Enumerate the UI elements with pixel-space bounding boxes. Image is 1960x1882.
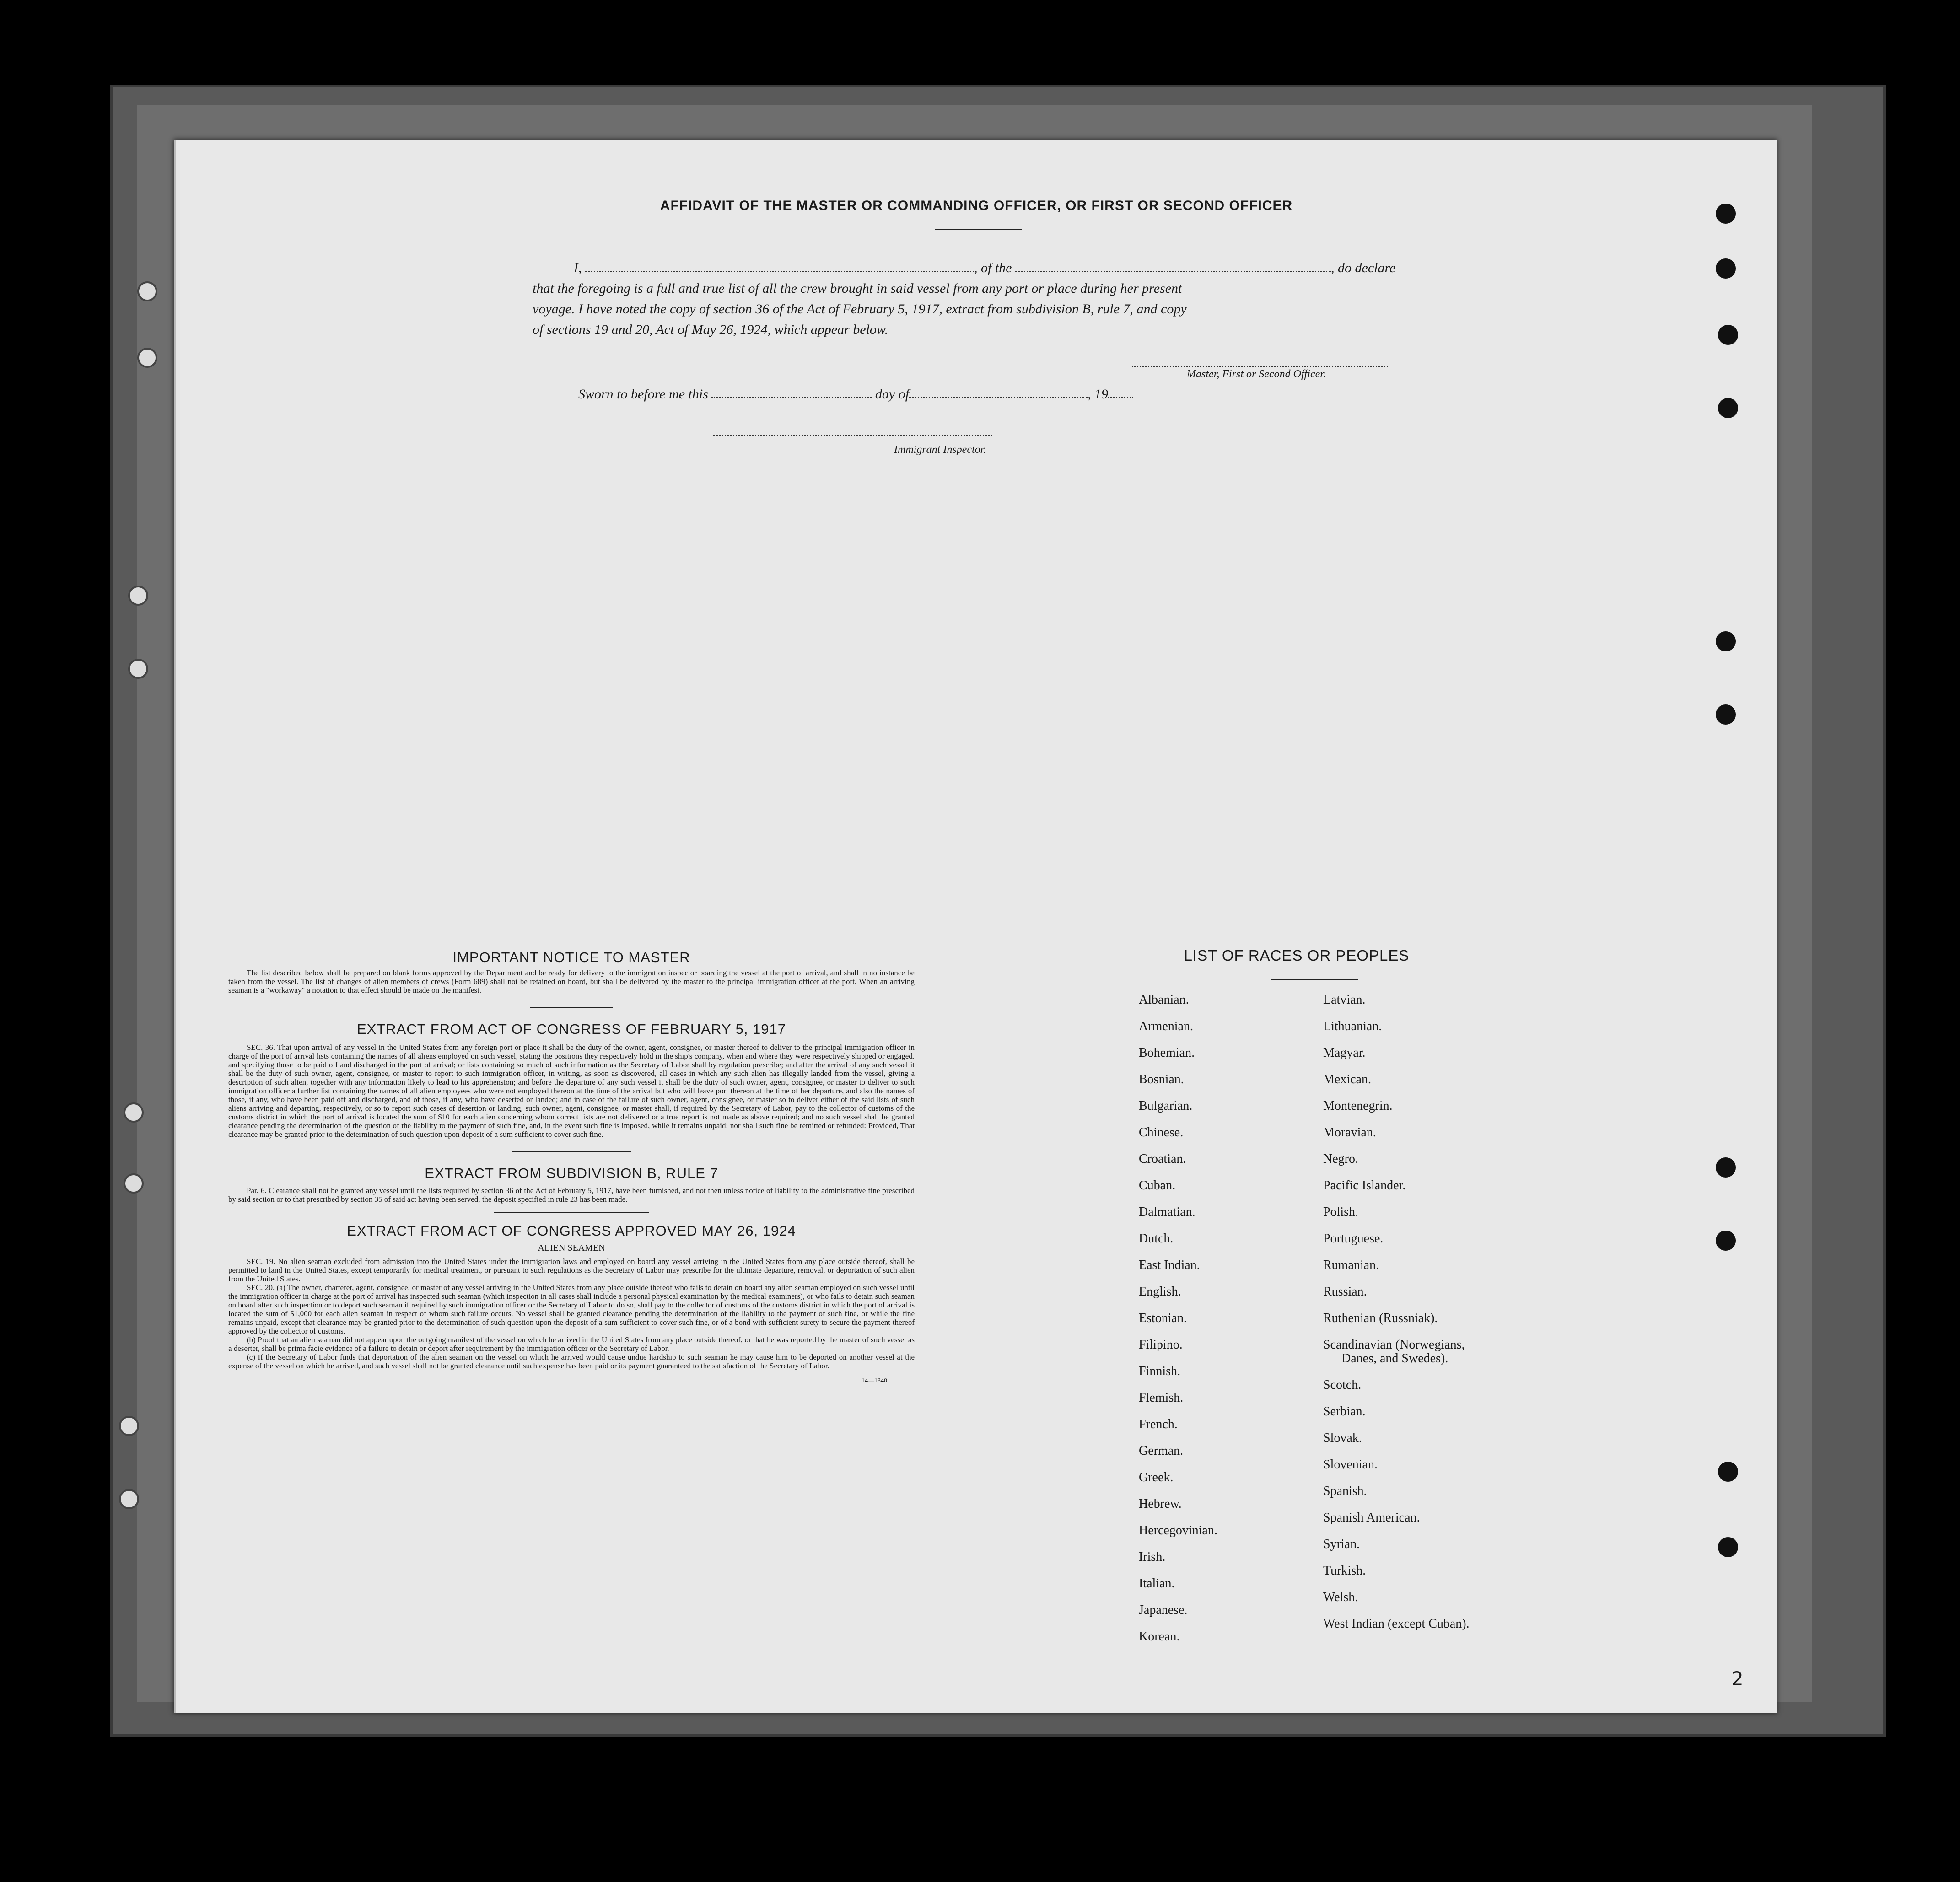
race-item: West Indian (except Cuban). (1323, 1617, 1470, 1631)
affidavit-title: AFFIDAVIT OF THE MASTER OR COMMANDING OFFICER, OR FIRST OR SECOND OFFICER (660, 198, 1293, 213)
race-item: Scotch. (1323, 1378, 1362, 1392)
binder-hole (1716, 704, 1736, 725)
extract1924-subtitle: ALIEN SEAMEN (538, 1243, 605, 1253)
notice-column (228, 949, 915, 1385)
binder-hole (137, 281, 157, 301)
race-item: Japanese. (1139, 1603, 1188, 1617)
race-item: Welsh. (1323, 1590, 1358, 1604)
vessel-blank[interactable] (1015, 271, 1331, 272)
notice-text: The list described below shall be prepared on blank forms approved by the Department and be ready for delivery to the immigration inspector boarding the vessel at the port of arrival, and shall in no instance be taken from the vessel. The list of changes of alien members of crews (Form 689) shall not be retained on board, but shall be delivered by the master to the principal immigration officer at the port. When an arriving seaman is a "workaway" a notation to that effect should be made on the manifest. (228, 968, 915, 995)
sworn-label: Sworn to before me this (578, 387, 708, 402)
race-item: Turkish. (1323, 1564, 1366, 1578)
race-item: Croatian. (1139, 1152, 1186, 1166)
month-blank[interactable] (909, 397, 1088, 398)
inspector-signature-line[interactable] (713, 435, 992, 436)
race-item: Bohemian. (1139, 1046, 1195, 1060)
binder-hole (1718, 1462, 1738, 1482)
of-the-label: , of the (974, 260, 1012, 275)
race-item: French. (1139, 1417, 1178, 1431)
rule7-text: Par. 6. Clearance shall not be granted any vessel until the lists required by section 36 of the Act of February 5, 1917, have been furnished, and not then unless notice of liability to the administrative fine prescribed by said section or to that prescribed by section 35 of said act having been served, the deposit specified in rule 23 has been made. (228, 1186, 915, 1204)
race-item: Albanian. (1139, 993, 1189, 1007)
race-item: Polish. (1323, 1205, 1359, 1219)
extract1917-text: SEC. 36. That upon arrival of any vessel in the United States from any foreign port or place it shall be the duty of the owner, agent, consignee, or master thereof to deliver to the principal immigration officer in charge of the port of arrival lists containing the names of all aliens employed on such vessel, stating the positions they respectively hold in the ship's company, when and where they were respectively shipped or engaged, and specifying those to be paid off and discharged in the port of arrival; or lists containing so much of such information as the Secretary of Labor shall by regulation prescribe; and after the arrival of any such vessel it shall be the duty of such owner, agent, consignee, or master to report to such immigration officer, in writing, as soon as discovered, all cases in which any such alien has illegally landed from the vessel, giving a description of such alien, together with any information likely to lead to his apprehension; and before the departure of any such vessel it shall be the duty of such owner, agent, consignee, or master to deliver to such immigration officer a further list containing the names of all alien employees who were not employed thereon at the time of the arrival but who will leave port thereon at the time of her departure, and also the names of those, if any, who have been paid off and discharged, and of those, if any, who have deserted or landed; and in case of the failure of such owner, agent, consignee, or master so to deliver either of the said lists of such aliens arriving and departing, respectively, or so to report such cases of desertion or landing, such owner, agent, consignee, or master shall, if required by the Secretary of Labor, pay to the collector of customs of the customs district in which the port of arrival is located the sum of $10 for each alien concerning whom correct lists are not delivered or a true report is not made as above required; and no such vessel shall be granted clearance pending the determination of the question of the liability to the payment of such fine, and, in the event such fine is imposed, while it remains unpaid; nor shall such fine be remitted or refunded: Provided, That clearance may be granted prior to the determination of such question upon deposit of a sum sufficient to cover such fine. (228, 1043, 915, 1139)
race-item: Estonian. (1139, 1311, 1187, 1325)
race-item: Hercegovinian. (1139, 1523, 1217, 1538)
race-item: Hebrew. (1139, 1497, 1182, 1511)
race-item: Lithuanian. (1323, 1019, 1382, 1033)
race-item: Portuguese. (1323, 1231, 1384, 1246)
race-item: Cuban. (1139, 1178, 1176, 1193)
inspector-label: Immigrant Inspector. (894, 444, 986, 456)
year-blank[interactable] (1108, 397, 1133, 398)
divider (530, 1007, 613, 1008)
affidavit-line1 (533, 258, 1599, 278)
binder-hole (1716, 258, 1736, 279)
race-item: Chinese. (1139, 1125, 1184, 1140)
binder-hole (128, 659, 148, 679)
affidavit-line3: voyage. I have noted the copy of section 36 of the Act of February 5, 1917, extract from subdivision B, rule 7, and copy (533, 301, 1187, 317)
master-signature-line[interactable] (1132, 366, 1388, 367)
master-label: Master, First or Second Officer. (1187, 368, 1326, 380)
sworn-line (578, 387, 1133, 402)
race-item: Spanish American. (1323, 1511, 1420, 1525)
race-item: Slovenian. (1323, 1457, 1378, 1472)
race-item: Dalmatian. (1139, 1205, 1195, 1219)
race-item: German. (1139, 1444, 1184, 1458)
sec20b-text: (b) Proof that an alien seaman did not appear upon the outgoing manifest of the vessel on which he arrived in the United States from any place outside thereof, or that he was reported by the master of such vessel as a deserter, shall be prima facie evidence of a failure to detain or deport after requirement by the immigration officer or the Secretary of Labor. (228, 1335, 915, 1353)
form-number: 14—1340 (862, 1377, 887, 1384)
race-item: Bosnian. (1139, 1072, 1184, 1086)
race-item: Russian. (1323, 1285, 1367, 1299)
binder-hole (119, 1416, 139, 1436)
sec20a-text: SEC. 20. (a) The owner, charterer, agent, consignee, or master of any vessel arriving in the United States from any place outside thereof who fails to detain on board any alien seaman employed on such vessel until the immigration officer in charge at the port of arrival has inspected such seaman (which inspection in all cases shall include a personal physical examination by the medical examiners), or who fails to detain such seaman on board after such inspection or to deport such seaman if required by such immigration officer or the Secretary of Labor to do so, shall pay to the collector of customs of the customs district in which the port of arrival is located the sum of $1,000 for each alien seaman in respect of whom such failure occurs. No vessel shall be granted clearance pending the determination of the liability to the payment of such fine, or while the fine remains unpaid, except that clearance may be granted prior to the determination of such question upon the deposit of a sum sufficient to cover such fine, or of a bond with sufficient surety to secure the payment thereof approved by the collector of customs. (228, 1283, 915, 1335)
race-item: Pacific Islander. (1323, 1178, 1406, 1193)
page-mark: 2 (1731, 1667, 1744, 1690)
divider (494, 1212, 649, 1213)
rule7-title: EXTRACT FROM SUBDIVISION B, RULE 7 (425, 1165, 718, 1181)
race-item: Rumanian. (1323, 1258, 1379, 1272)
extract1917-title: EXTRACT FROM ACT OF CONGRESS OF FEBRUARY 5, 1917 (356, 1021, 786, 1037)
document-page (174, 140, 1777, 1713)
binder-hole (1716, 1157, 1736, 1178)
binder-hole (128, 586, 148, 606)
race-item: Filipino. (1139, 1338, 1183, 1352)
races-rule (1271, 979, 1358, 980)
binder-hole (1718, 398, 1738, 418)
race-item: Mexican. (1323, 1072, 1371, 1086)
race-item: Irish. (1139, 1550, 1166, 1564)
binder-hole (1716, 204, 1736, 224)
race-item: Slovak. (1323, 1431, 1362, 1445)
race-item: East Indian. (1139, 1258, 1200, 1272)
races-column-2 (1323, 993, 1515, 1643)
race-item: Spanish. (1323, 1484, 1367, 1498)
race-item: Negro. (1323, 1152, 1358, 1166)
race-item: Magyar. (1323, 1046, 1366, 1060)
race-item: Moravian. (1323, 1125, 1376, 1140)
race-item: Scandinavian (Norwegians, (1323, 1338, 1465, 1352)
race-item: Syrian. (1323, 1537, 1360, 1551)
binder-hole (1716, 1231, 1736, 1251)
title-rule (935, 229, 1022, 230)
race-item: Bulgarian. (1139, 1099, 1193, 1113)
affidavit-line4: of sections 19 and 20, Act of May 26, 1924, which appear below. (533, 322, 888, 337)
binder-hole (1716, 631, 1736, 651)
race-item: Serbian. (1323, 1404, 1366, 1419)
sec20c-text: (c) If the Secretary of Labor finds that deportation of the alien seaman on the vessel on which he arrived would cause undue hardship to such seaman he may cause him to be deported on another vessel at the expense of the vessel on which he arrived, and such vessel shall not be granted clearance until such expense has been paid or its payment guaranteed to the satisfaction of the Secretary of Labor. (228, 1353, 915, 1370)
race-item: Latvian. (1323, 993, 1366, 1007)
binder-hole (1718, 325, 1738, 345)
day-of-label: day of (875, 387, 910, 402)
race-item: Danes, and Swedes). (1341, 1351, 1448, 1366)
races-title: LIST OF RACES OR PEOPLES (1184, 947, 1410, 964)
binder-hole (1718, 1537, 1738, 1557)
divider (512, 1151, 631, 1152)
do-declare-label: , do declare (1331, 260, 1396, 275)
binder-hole (137, 348, 157, 368)
notice-title: IMPORTANT NOTICE TO MASTER (452, 949, 690, 965)
race-item: Korean. (1139, 1629, 1180, 1644)
race-item: Armenian. (1139, 1019, 1193, 1033)
binder-hole (124, 1102, 144, 1123)
race-item: English. (1139, 1285, 1181, 1299)
sec19-text: SEC. 19. No alien seaman excluded from admission into the United States under the immigration laws and employed on board any vessel arriving in the United States from any place outside thereof, shall be permitted to land in the United States, except temporarily for medical treatment, or pursuant to such regulations as the Secretary of Labor may prescribe for the ultimate departure, removal, or deportation of such alien from the United States. (228, 1257, 915, 1283)
affidavit-body (533, 258, 1599, 340)
races-column-1 (1139, 993, 1313, 1656)
year-label: , 19 (1088, 387, 1109, 402)
race-item: Flemish. (1139, 1391, 1184, 1405)
binder-hole (119, 1489, 139, 1509)
binder-hole (124, 1173, 144, 1194)
race-item: Montenegrin. (1323, 1099, 1393, 1113)
affidavit-line2: that the foregoing is a full and true list of all the crew brought in said vessel from any port or place during her present (533, 281, 1182, 296)
name-blank[interactable] (585, 271, 974, 272)
race-item: Dutch. (1139, 1231, 1174, 1246)
sworn-day-blank[interactable] (711, 397, 872, 398)
race-item: Ruthenian (Russniak). (1323, 1311, 1438, 1325)
i-label: I, (574, 260, 582, 275)
extract1924-title: EXTRACT FROM ACT OF CONGRESS APPROVED MAY 26, 1924 (347, 1223, 796, 1239)
race-item: Greek. (1139, 1470, 1174, 1484)
race-item: Finnish. (1139, 1364, 1181, 1378)
race-item: Italian. (1139, 1576, 1175, 1591)
